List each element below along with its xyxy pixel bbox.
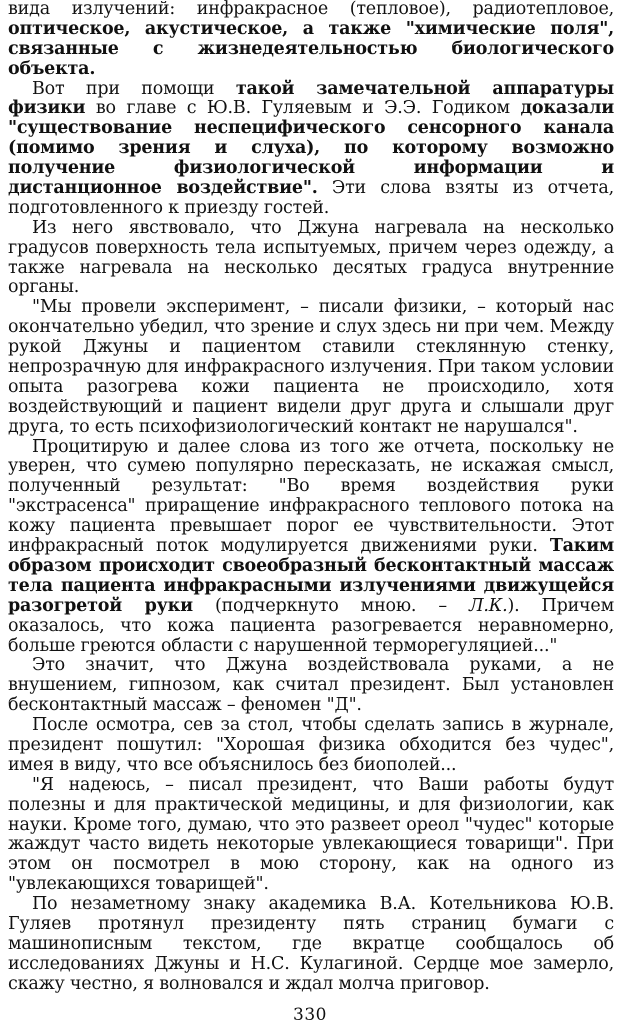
paragraph — [8, 0, 614, 80]
bold-text-segment: Таким образом происходит своеобразный бесконтактный массаж тела пациента инфракрасными излучениями движущейся разогретой руки — [8, 536, 614, 616]
text-segment: "Мы провели эксперимент, – писали физики, – который нас окончательно убедил, что зрение и слух здесь ни при чем. Между рукой Джуны и пациентом ставили стеклянную стенку, непрозрачную для инфракрасного излучения. При таком условии опыта разогрева кожи пациента не происходило, хотя воздействующий и пациент видели друг друга и слышали друг друга, то есть психофизиологический контакт не нарушался". — [8, 297, 614, 437]
paragraph — [8, 438, 614, 657]
paragraph — [8, 298, 614, 437]
paragraph — [8, 656, 614, 716]
text-segment: вида излучений: инфракрасное (тепловое), радиотепловое, — [8, 0, 614, 19]
italic-text-segment: Л.К. — [468, 595, 508, 616]
bold-text-segment: такой замечательной аппаратуры физики — [8, 78, 615, 119]
text-segment: (подчеркнуто мною. – — [192, 595, 469, 616]
text-segment: во главе с Ю.В. Гуляевым и Э.Э. Годиком — [85, 98, 521, 119]
text-segment: Эти слова взяты из отчета, подготовленного к приезду гостей. — [8, 178, 615, 218]
text-segment: Из него явствовало, что Джуна нагревала на несколько градусов поверхность тела испытуемых, причем через одежду, а также нагревала на несколько десятых градуса внутренние органы. — [8, 217, 614, 298]
paragraph — [8, 895, 614, 994]
paragraph — [8, 80, 614, 219]
paragraph — [8, 716, 614, 776]
text-segment: "Я надеюсь, – писал президент, что Ваши работы будут полезны и для практической медицины, и для физиологии, как науки. Кроме того, думаю, что это развеет ореол "чудес" которые жаждут часто видеть некоторые увлекающиеся товарищи". При этом он посмотрел в мою сторону, как на одного из "увлекающихся товарищей". — [8, 774, 614, 895]
paragraph — [8, 219, 614, 299]
text-segment: После осмотра, сев за стол, чтобы сделать запись в журнале, президент пошутил: "Хорошая физика обходится без чудес", имея в виду, что все объяснилось без биополей... — [8, 715, 614, 775]
page-number: 330 — [293, 1005, 327, 1025]
text-segment: ). Причем оказалось, что кожа пациента разогревается неравномерно, больше греются области с нарушенной терморегуляцией..." — [8, 595, 614, 656]
text-segment: По незаметному знаку академика В.А. Котельникова Ю.В. Гуляев протянул президенту пять страниц бумаги с машинописным текстом, где вкратце сообщалось об исследованиях Джуны и Н.С. Кулагиной. Сердце мое замерло, скажу честно, я волновался и ждал молча приговор. — [8, 894, 614, 994]
bold-text-segment: оптическое, акустическое, а также "химические поля", связанные с жизнедеятельностью биологического объекта. — [8, 18, 614, 79]
text-segment: Вот при помощи — [32, 78, 236, 99]
text-segment: Процитирую и далее слова из того же отчета, поскольку не уверен, что сумею популярно пересказать, не искажая смысл, полученный результат: "Во время воздействия руки "экстрасенса" приращение инфракрасного теплового потока на кожу пациента превышает порог ее чувствительности. Этот инфракрасный поток модулируется движениями руки. — [8, 436, 614, 557]
body-text — [8, 0, 614, 995]
bold-text-segment: доказали "существование неспецифического сенсорного канала (помимо зрения и слуха), по которому возможно получение физиологической информации и дистанционное воздействие". — [8, 98, 614, 199]
text-segment: Это значит, что Джуна воздействовала руками, а не внушением, гипнозом, как считал президент. Был установлен бесконтактный массаж – феномен "Д". — [8, 655, 614, 716]
paragraph — [8, 776, 614, 895]
